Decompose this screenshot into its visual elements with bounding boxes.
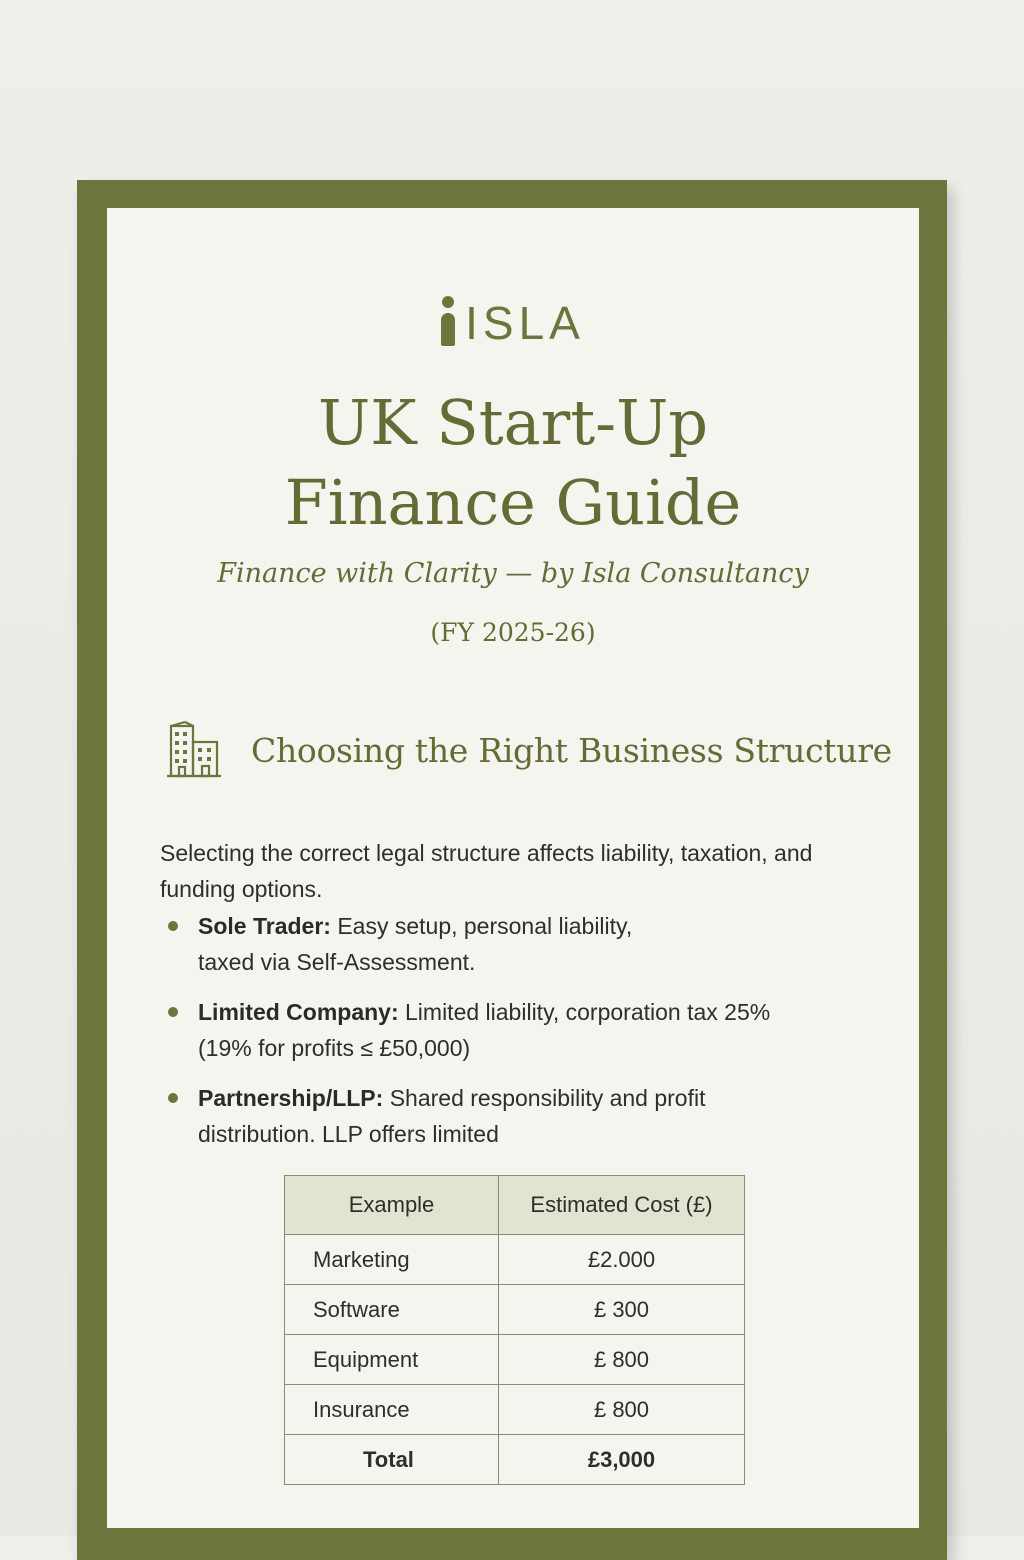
cell-item: Software xyxy=(285,1285,499,1335)
table-row xyxy=(285,1335,745,1385)
list-item xyxy=(160,994,860,1066)
title-line-2: Finance Guide xyxy=(284,466,742,539)
cost-table xyxy=(284,1175,745,1485)
table-row xyxy=(285,1385,745,1435)
bullet-icon xyxy=(168,1007,178,1017)
bullet-term: Limited Company: xyxy=(198,999,399,1025)
bullet-icon xyxy=(168,1093,178,1103)
cell-item: Insurance xyxy=(285,1385,499,1435)
table-row xyxy=(285,1285,745,1335)
list-item xyxy=(160,908,860,980)
logo-mark-icon xyxy=(441,296,455,346)
bullet-text: distribution. LLP offers limited xyxy=(198,1121,499,1147)
cell-item: Equipment xyxy=(285,1335,499,1385)
section-heading xyxy=(165,720,892,780)
cell-cost: £ 800 xyxy=(499,1385,745,1435)
isla-logo xyxy=(107,296,919,349)
bullet-term: Partnership/LLP: xyxy=(198,1085,384,1111)
guide-page xyxy=(107,208,919,1528)
bullet-text: (19% for profits ≤ £50,000) xyxy=(198,1035,471,1061)
column-header-example: Example xyxy=(285,1176,499,1235)
bullet-text: Shared responsibility and profit xyxy=(383,1085,706,1111)
bullet-text: taxed via Self-Assessment. xyxy=(198,949,476,975)
section-intro: Selecting the correct legal structure affects liability, taxation, and funding options. xyxy=(160,840,813,902)
total-value: £3,000 xyxy=(499,1435,745,1485)
total-label: Total xyxy=(285,1435,499,1485)
fiscal-year: (FY 2025-26) xyxy=(430,618,596,647)
page-title xyxy=(107,383,919,543)
column-header-cost: Estimated Cost (£) xyxy=(499,1176,745,1235)
cell-cost: £ 800 xyxy=(499,1335,745,1385)
table-row xyxy=(285,1235,745,1285)
structure-list xyxy=(160,908,860,1166)
list-item xyxy=(160,1080,860,1152)
table-total-row xyxy=(285,1435,745,1485)
title-line-1: UK Start-Up xyxy=(317,386,709,459)
cell-cost: £ 300 xyxy=(499,1285,745,1335)
table-header-row xyxy=(285,1176,745,1235)
cell-item: Marketing xyxy=(285,1235,499,1285)
bullet-term: Sole Trader: xyxy=(198,913,331,939)
building-icon xyxy=(165,720,223,780)
guide-frame xyxy=(77,180,947,1560)
cell-cost: £2.000 xyxy=(499,1235,745,1285)
bullet-text: Limited liability, corporation tax 25% xyxy=(398,999,771,1025)
section-title: Choosing the Right Business Structure xyxy=(251,730,892,770)
tagline: Finance with Clarity — by Isla Consultancy xyxy=(217,558,809,589)
logo-text: ISLA xyxy=(465,297,585,349)
bullet-icon xyxy=(168,921,178,931)
bullet-text: Easy setup, personal liability, xyxy=(330,913,633,939)
